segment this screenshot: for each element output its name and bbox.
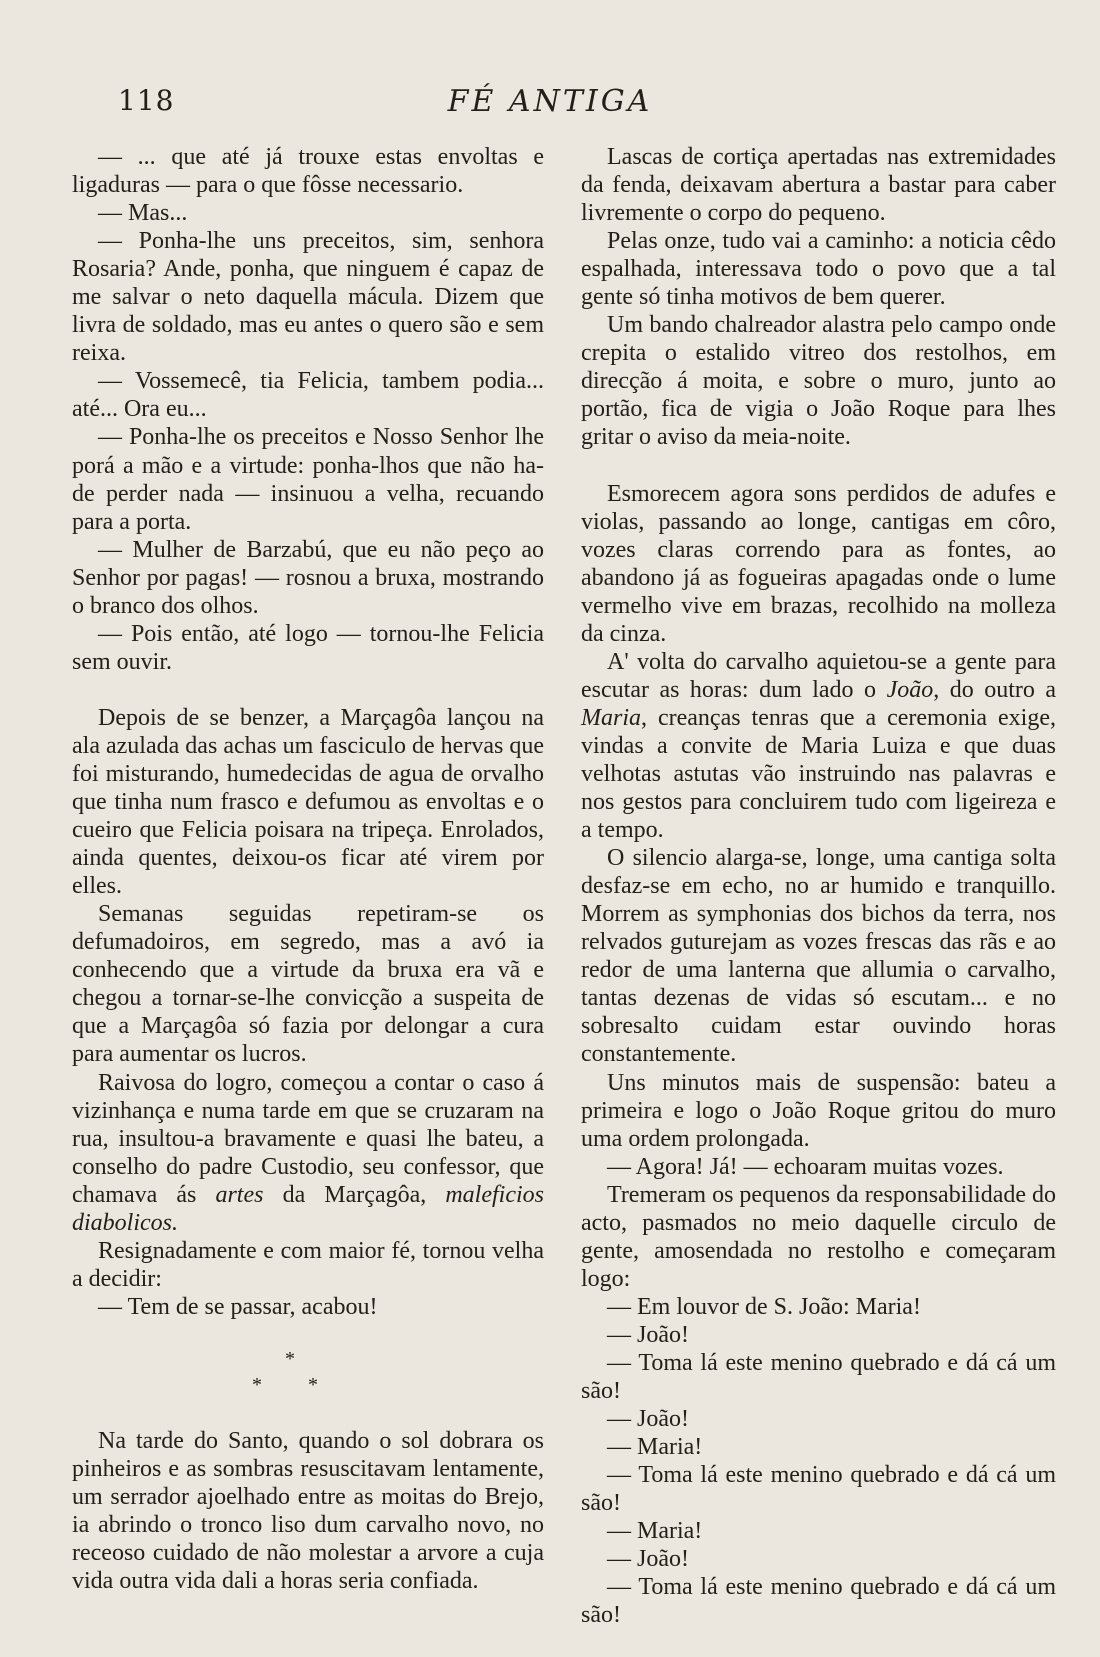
paragraph: — Vossemecê, tia Felicia, tambem podia... até... Ora eu... bbox=[72, 368, 544, 423]
paragraph: Uns minutos mais de suspensão: bateu a primeira e logo o João Roque gritou do muro uma ordem prolongada. bbox=[581, 1069, 1056, 1152]
paragraph: — Toma lá este menino quebrado e dá cá um são! bbox=[581, 1574, 1056, 1629]
paragraph: — João! bbox=[607, 1406, 689, 1433]
paragraph: Semanas seguidas repetiram-se os defumadoiros, em segredo, mas a avó ia conhecendo que a virtude da bruxa era vã e chegou a tornar-se-lhe convicção a suspeita de que a Marçagôa só fazia por delongar a cura para aumentar os lucros. bbox=[72, 901, 544, 1068]
paragraph: O silencio alarga-se, longe, uma cantiga solta desfaz-se em echo, no ar humido e tranquillo. Morrem as symphonias dos bichos da terra, nos relvados guturejam as vozes frescas das rãs e ao redor de uma lanterna que allumia o carvalho, tantas dezenas de vidas só escutam... e no sobresalto cuidam estar ouvindo horas constantemente. bbox=[581, 845, 1056, 1068]
paragraph: — Maria! bbox=[607, 1518, 703, 1545]
asterisk: * bbox=[308, 1373, 318, 1396]
paragraph: Depois de se benzer, a Marçagôa lançou na ala azulada das achas um fasciculo de hervas que foi misturando, humedecidas de agua de orvalho que tinha num frasco e defumou as envoltas e o cueiro que Felicia poisara na tripeça. Enrolados, ainda quentes, deixou-os ficar até virem por elles. bbox=[72, 704, 544, 900]
paragraph: Esmorecem agora sons perdidos de adufes e violas, passando ao longe, cantigas em côro, vozes claras correndo para as fontes, ao abandono já as fogueiras apagadas onde o lume vermelho vive em brazas, recolhido na molleza da cinza. bbox=[581, 480, 1056, 647]
paragraph: — Agora! Já! — echoaram muitas vozes. bbox=[607, 1153, 1004, 1180]
page-number: 118 bbox=[118, 84, 175, 117]
italic-text: artes bbox=[215, 1181, 264, 1208]
paragraph: — ... que até já trouxe estas envoltas e ligaduras — para o que fôsse necessario. bbox=[72, 144, 544, 199]
paragraph: — Ponha-lhe os preceitos e Nosso Senhor lhe porá a mão e a virtude: ponha-lhos que não ha-de perder nada — insinuou a velha, recuando para a porta. bbox=[72, 424, 544, 535]
text-run: da Marçagôa, bbox=[263, 1181, 446, 1208]
paragraph: — Mas... bbox=[98, 200, 188, 227]
text-run: , do outro a bbox=[933, 676, 1057, 703]
paragraph: — Toma lá este menino quebrado e dá cá um são! bbox=[581, 1462, 1056, 1517]
paragraph: — Mulher de Barzabú, que eu não peço ao Senhor por pagas! — rosnou a bruxa, mostrando o branco dos olhos. bbox=[72, 536, 544, 619]
paragraph: Na tarde do Santo, quando o sol dobrara os pinheiros e as sombras resuscitavam lentamente, um serrador ajoelhado entre as moitas do Brejo, ia abrindo o tronco liso dum carvalho novo, no receoso cuidado de não molestar a arvore a cuja vida outra vida dali a horas seria confiada. bbox=[72, 1427, 544, 1595]
paragraph: — Tem de se passar, acabou! bbox=[98, 1293, 378, 1320]
text-run: Raivosa do logro, começou a contar o caso á vizinhança e numa tarde em que se cruzaram na rua, insultou-a bravamente e quasi lhe bateu, a conselho do padre Custodio, seu confessor, que chamava ás bbox=[72, 1069, 544, 1208]
paragraph: Tremeram os pequenos da responsabilidade do acto, pasmados no meio daquelle circulo de gente, amosendada no restolho e começaram logo: bbox=[581, 1181, 1057, 1292]
italic-text: maleficios diabolicos. bbox=[72, 1181, 544, 1236]
running-title: FÉ ANTIGA bbox=[447, 84, 653, 119]
paragraph: — Em louvor de S. João: Maria! bbox=[607, 1293, 921, 1320]
paragraph: — Toma lá este menino quebrado e dá cá um são! bbox=[581, 1349, 1056, 1405]
left-column bbox=[72, 143, 544, 1595]
paragraph: — Maria! bbox=[607, 1434, 703, 1461]
italic-text: Maria bbox=[581, 704, 641, 731]
asterisk: * bbox=[252, 1373, 262, 1396]
asterisk: * bbox=[285, 1347, 295, 1370]
paragraph: — João! bbox=[607, 1546, 689, 1573]
paragraph: Pelas onze, tudo vai a caminho: a noticia cêdo espalhada, interessava todo o povo que a tal gente só tinha motivos de bem querer. bbox=[581, 228, 1056, 311]
paragraph: — Ponha-lhe uns preceitos, sim, senhora Rosaria? Ande, ponha, que ninguem é capaz de me salvar o neto daquella mácula. Dizem que livra de soldado, mas eu antes o quero são e sem reixa. bbox=[72, 228, 544, 367]
section-break-asterism bbox=[72, 1321, 544, 1427]
paragraph: Um bando chalreador alastra pelo campo onde crepita o estalido vitreo dos restolhos, em direcção á moita, e sobre o muro, junto ao portão, fica de vigia o João Roque para lhes gritar o aviso da meia-noite. bbox=[581, 312, 1056, 451]
paragraph bbox=[581, 648, 1056, 844]
paragraph: — João! bbox=[607, 1321, 689, 1348]
italic-text: João bbox=[886, 676, 934, 703]
right-column bbox=[581, 143, 1056, 1629]
text-run: , creanças tenras que a ceremonia exige, vindas a convite de Maria Luiza e que duas velhotas astutas vão instruindo nas palavras e nos gestos para concluirem tudo com ligeireza e a tempo. bbox=[581, 704, 1056, 844]
text-run: A' volta do carvalho aquietou-se a gente para escutar as horas: dum lado o bbox=[581, 648, 1056, 703]
paragraph: Lascas de cortiça apertadas nas extremidades da fenda, deixavam abertura a bastar para caber livremente o corpo do pequeno. bbox=[581, 144, 1056, 227]
paragraph: Resignadamente e com maior fé, tornou velha a decidir: bbox=[72, 1237, 544, 1292]
paragraph: — Pois então, até logo — tornou-lhe Felicia sem ouvir. bbox=[72, 620, 544, 675]
paragraph bbox=[72, 1069, 544, 1237]
